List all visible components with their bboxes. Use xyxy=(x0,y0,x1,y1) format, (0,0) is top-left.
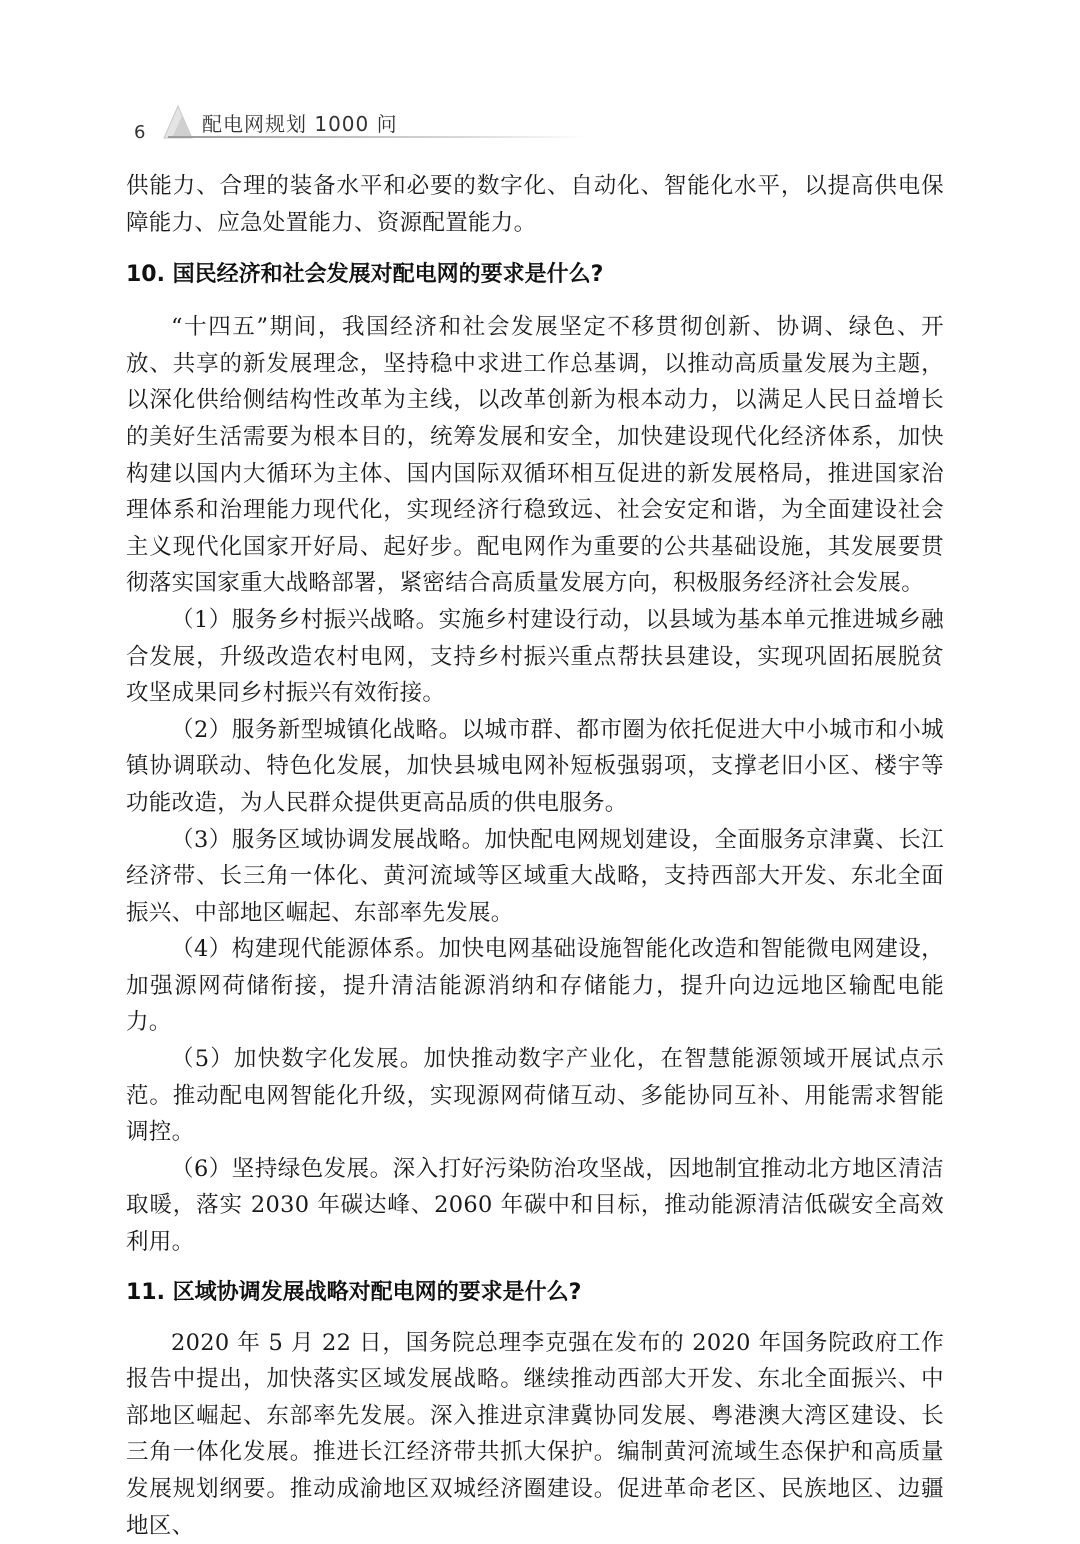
intro-paragraph: 供能力、合理的装备水平和必要的数字化、自动化、智能化水平，以提高供电保障能力、应急处置能力、资源配置能力。 xyxy=(126,173,944,236)
book-title: 配电网规划 1000 问 xyxy=(202,112,398,136)
section-10-item-2: （2）服务新型城镇化战略。以城市群、都市圈为依托促进大中小城市和小城镇协调联动、特色化发展，加快县城电网补短板强弱项，支撑老旧小区、楼宇等功能改造，为人民群众提供更高品质的供电服务。 xyxy=(126,716,944,816)
section-11-paragraph: 2020 年 5 月 22 日，国务院总理李克强在发布的 2020 年国务院政府工作报告中提出，加快落实区域发展战略。继续推动西部大开发、东北全面振兴、中部地区崛起、东部率先发展。深入推进京津冀协同发展、粤港澳大湾区建设、长三角一体化发展。推进长江经济带共抓大保护。编制黄河流域生态保护和高质量发展规划纲要。推动成渝地区双城经济圈建设。促进革命老区、民族地区、边疆地区、 xyxy=(126,1329,944,1539)
header-rule xyxy=(168,136,588,138)
section-10-item-1: （1）服务乡村振兴战略。实施乡村建设行动，以县域为基本单元推进城乡融合发展，升级改造农村电网，支持乡村振兴重点帮扶县建设，实现巩固拓展脱贫攻坚成果同乡村振兴有效衔接。 xyxy=(126,606,944,707)
page-body xyxy=(126,168,944,1544)
section-10-item-5: （5）加快数字化发展。加快推动数字产业化，在智慧能源领域开展试点示范。推动配电网智能化升级，实现源网荷储互动、多能协同互补、用能需求智能调控。 xyxy=(126,1046,944,1146)
page-header xyxy=(128,100,948,150)
section-10-item-4: （4）构建现代能源体系。加快电网基础设施智能化改造和智能微电网建设，加强源网荷储衔接，提升清洁能源消纳和存储能力，提升向边远地区输配电能力。 xyxy=(126,936,944,1036)
section-10-item-3: （3）服务区域协调发展战略。加快配电网规划建设，全面服务京津冀、长江经济带、长三角一体化、黄河流域等区域重大战略，支持西部大开发、东北全面振兴、中部地区崛起、东部率先发展。 xyxy=(126,826,944,926)
section-10-heading: 10. 国民经济和社会发展对配电网的要求是什么? xyxy=(126,262,604,288)
page-number: 6 xyxy=(134,122,146,143)
section-11-heading: 11. 区域协调发展战略对配电网的要求是什么? xyxy=(126,1279,582,1305)
section-10-item-6: （6）坚持绿色发展。深入打好污染防治攻坚战，因地制宜推动北方地区清洁取暖，落实 2030 年碳达峰、2060 年碳中和目标，推动能源清洁低碳安全高效利用。 xyxy=(126,1155,944,1256)
section-10-paragraph: “十四五”期间，我国经济和社会发展坚定不移贯彻创新、协调、绿色、开放、共享的新发展理念，坚持稳中求进工作总基调，以推动高质量发展为主题，以深化供给侧结构性改革为主线，以改革创新为根本动力，以满足人民日益增长的美好生活需要为根本目的，统筹发展和安全，加快建设现代化经济体系，加快构建以国内大循环为主体、国内国际双循环相互促进的新发展格局，推进国家治理体系和治理能力现代化，实现经济行稳致远、社会安定和谐，为全面建设社会主义现代化国家开好局、起好步。配电网作为重要的公共基础设施，其发展要贯彻落实国家重大战略部署，紧密结合高质量发展方向，积极服务经济社会发展。 xyxy=(126,314,944,597)
